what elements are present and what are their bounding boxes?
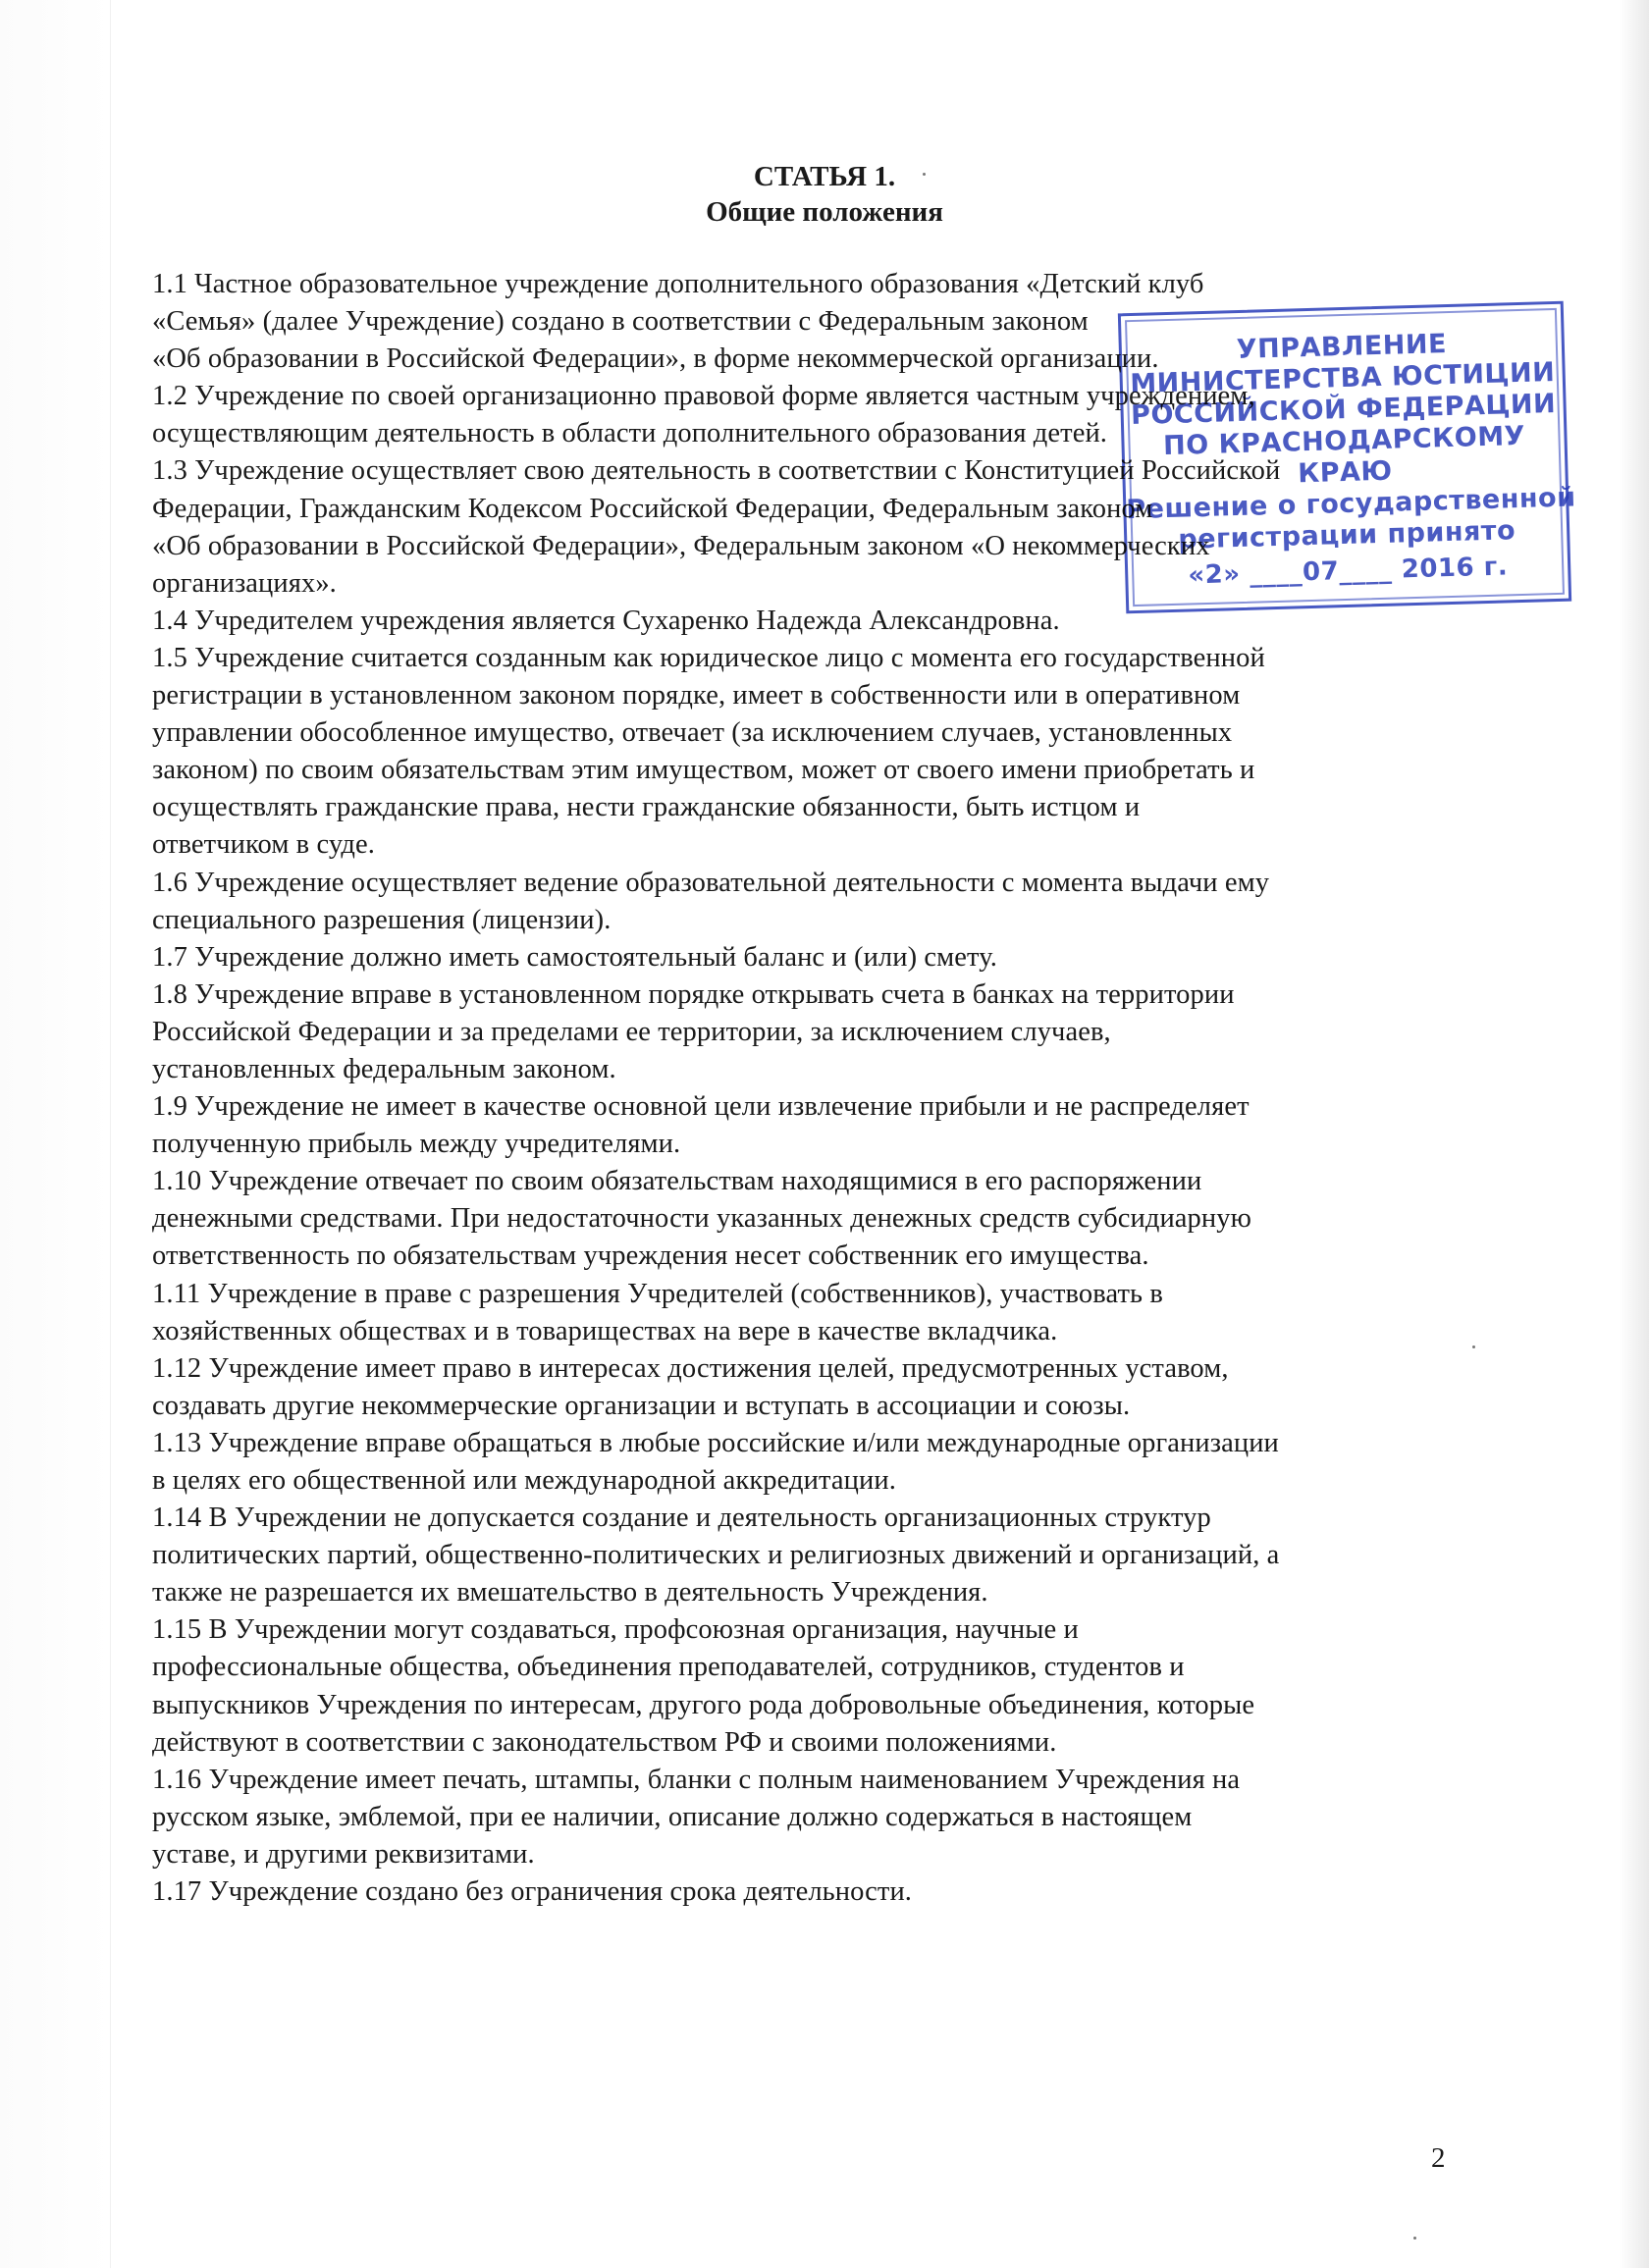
- article-title: СТАТЬЯ 1.: [753, 161, 896, 192]
- registration-stamp: [1118, 301, 1576, 614]
- text-line: осуществлять гражданские права, нести гражданские обязанности, быть истцом и: [152, 792, 1141, 823]
- stamp-line: регистрации принято: [1177, 515, 1516, 555]
- text-line: «Об образовании в Российской Федерации», Федеральным законом «О некоммерческих: [152, 530, 1210, 561]
- text-line: установленных федеральным законом.: [152, 1053, 616, 1084]
- text-line: 1.9 Учреждение не имеет в качестве основной цели извлечение прибыли и не распределяет: [152, 1091, 1250, 1123]
- text-line: профессиональные общества, объединения преподавателей, сотрудников, студентов и: [152, 1652, 1185, 1683]
- stamp-line: МИНИСТЕРСТВА ЮСТИЦИИ: [1129, 356, 1556, 400]
- scan-speck: [1413, 2237, 1416, 2240]
- text-line: уставе, и другими реквизитами.: [152, 1838, 535, 1870]
- text-line: осуществляющим деятельность в области дополнительного образования детей.: [152, 418, 1108, 449]
- text-line: действуют в соответствии с законодательством РФ и своими положениями.: [152, 1726, 1057, 1758]
- stamp-date: «2» ____07____ 2016 г.: [1187, 552, 1509, 591]
- text-line: ответчиком в суде.: [152, 829, 375, 861]
- text-line: 1.15 В Учреждении могут создаваться, профсоюзная организация, научные и: [152, 1614, 1079, 1646]
- text-line: 1.6 Учреждение осуществляет ведение образовательной деятельности с момента выдачи ему: [152, 867, 1270, 898]
- text-line: хозяйственных обществах и в товариществах на вере в качестве вкладчика.: [152, 1315, 1058, 1346]
- text-line: специального разрешения (лицензии).: [152, 904, 612, 935]
- text-line: 1.2 Учреждение по своей организационно правовой форме является частным учреждением,: [152, 381, 1255, 412]
- text-line: 1.3 Учреждение осуществляет свою деятельность в соответствии с Конституцией Российской: [152, 455, 1281, 487]
- text-line: организациях».: [152, 567, 337, 599]
- text-line: 1.5 Учреждение считается созданным как юридическое лицо с момента его государственной: [152, 642, 1265, 673]
- text-line: управлении обособленное имущество, отвечает (за исключением случаев, установленных: [152, 717, 1233, 749]
- text-line: 1.14 В Учреждении не допускается создание и деятельность организационных структур: [152, 1503, 1211, 1534]
- text-line: полученную прибыль между учредителями.: [152, 1129, 681, 1160]
- text-line: «Семья» (далее Учреждение) создано в соответствии с Федеральным законом: [152, 306, 1089, 338]
- stamp-line: КРАЮ: [1297, 455, 1394, 490]
- scan-speck: [923, 173, 926, 176]
- stamp-line: Решение о государственной: [1125, 482, 1576, 526]
- text-line: 1.1 Частное образовательное учреждение дополнительного образования «Детский клуб: [152, 269, 1204, 299]
- text-line: регистрации в установленном законом порядке, имеет в собственности или в оперативном: [152, 680, 1241, 712]
- text-line: Федерации, Гражданским Кодексом Российской Федерации, Федеральным законом: [152, 493, 1153, 524]
- text-line: ответственность по обязательствам учреждения несет собственник его имущества.: [152, 1240, 1149, 1272]
- text-line: 1.4 Учредителем учреждения является Сухаренко Надежда Александровна.: [152, 605, 1060, 636]
- text-line: в целях его общественной или международной аккредитации.: [152, 1465, 896, 1496]
- text-line: законом) по своим обязательствам этим имуществом, может от своего имени приобретать и: [152, 755, 1255, 786]
- text-line: Российской Федерации и за пределами ее территории, за исключением случаев,: [152, 1016, 1111, 1047]
- page-right-edge-shadow: [1620, 0, 1649, 2268]
- text-line: также не разрешается их вмешательство в деятельность Учреждения.: [152, 1577, 988, 1609]
- article-subtitle: Общие положения: [706, 196, 943, 228]
- text-line: политических партий, общественно-политических и религиозных движений и организаций, а: [152, 1540, 1280, 1571]
- text-line: создавать другие некоммерческие организации и вступать в ассоциации и союзы.: [152, 1390, 1131, 1421]
- text-line: русском языке, эмблемой, при ее наличии, описание должно содержаться в настоящем: [152, 1801, 1193, 1832]
- page-left-margin: [0, 0, 111, 2268]
- stamp-line: ПО КРАСНОДАРСКОМУ: [1162, 420, 1526, 462]
- text-line: 1.11 Учреждение в праве с разрешения Учредителей (собственников), участвовать в: [152, 1278, 1163, 1309]
- text-line: 1.16 Учреждение имеет печать, штампы, бланки с полным наименованием Учреждения на: [152, 1764, 1241, 1795]
- stamp-line: УПРАВЛЕНИЕ: [1236, 329, 1448, 366]
- page-number: 2: [1431, 2142, 1446, 2174]
- text-line: 1.8 Учреждение вправе в установленном порядке открывать счета в банках на территории: [152, 978, 1235, 1010]
- stamp-line: РОССИЙСКОЙ ФЕДЕРАЦИИ: [1130, 388, 1557, 432]
- text-line: денежными средствами. При недостаточности указанных денежных средств субсидиарную: [152, 1203, 1252, 1235]
- text-line: 1.13 Учреждение вправе обращаться в любые российские и/или международные организации: [152, 1427, 1279, 1458]
- text-line: «Об образовании в Российской Федерации», в форме некоммерческой организации.: [152, 343, 1159, 375]
- text-line: 1.7 Учреждение должно иметь самостоятельный баланс и (или) смету.: [152, 941, 997, 973]
- text-line: выпускников Учреждения по интересам, другого рода добровольные объединения, которые: [152, 1689, 1255, 1720]
- scan-speck: [1472, 1345, 1475, 1348]
- text-line: 1.17 Учреждение создано без ограничения срока деятельности.: [152, 1876, 913, 1908]
- text-line: 1.12 Учреждение имеет право в интересах достижения целей, предусмотренных уставом,: [152, 1352, 1229, 1384]
- text-line: 1.10 Учреждение отвечает по своим обязательствам находящимися в его распоряжении: [152, 1166, 1202, 1197]
